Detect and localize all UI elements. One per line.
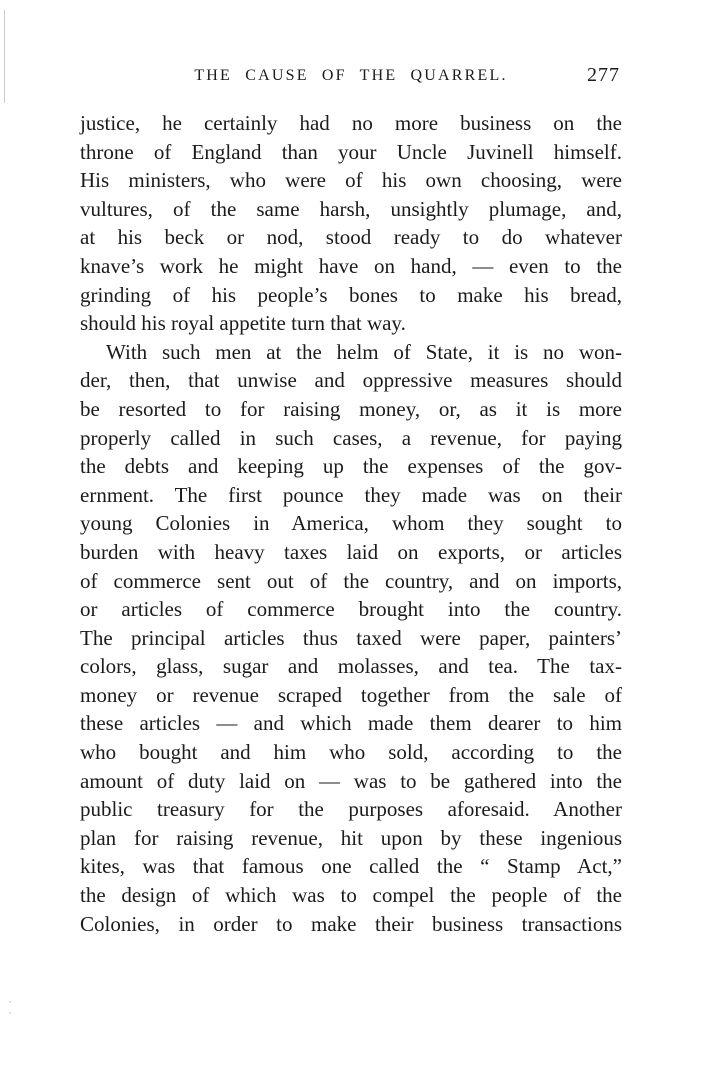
text-line: justice, he certainly had no more business on the — [80, 111, 622, 135]
text-line: The principal articles thus taxed were paper, painters’ — [80, 625, 622, 650]
text-line: burden with heavy taxes laid on exports, or articles — [80, 539, 622, 564]
text-line: young Colonies in America, whom they sought to — [80, 511, 622, 536]
text-line: the debts and keeping up the expenses of the gov- — [80, 454, 622, 479]
text-line: His ministers, who were of his own choosing, were — [80, 168, 622, 193]
text-line: of commerce sent out of the country, and on imports, — [80, 568, 622, 593]
text-line: these articles — and which made them dearer to him — [80, 711, 622, 736]
text-line: der, then, that unwise and oppressive measures should — [80, 368, 622, 393]
text-line: amount of duty laid on — was to be gathered into the — [80, 768, 622, 793]
text-line: colors, glass, sugar and molasses, and tea. The tax- — [80, 654, 622, 679]
running-title: THE CAUSE OF THE QUARREL. — [194, 67, 508, 84]
text-line: ernment. The first pounce they made was on their — [80, 482, 622, 507]
paragraph — [80, 109, 622, 338]
page-header — [80, 64, 622, 90]
scan-speck — [9, 1001, 11, 1003]
text-line: the design of which was to compel the people of the — [80, 883, 622, 908]
text-line: properly called in such cases, a revenue, for paying — [80, 425, 622, 450]
scan-speck — [9, 1012, 11, 1014]
text-line: vultures, of the same harsh, unsightly plumage, and, — [80, 196, 622, 221]
text-line: public treasury for the purposes aforesaid. Another — [80, 797, 622, 822]
page-number: 277 — [587, 64, 620, 86]
text-line: money or revenue scraped together from the sale of — [80, 682, 622, 707]
text-line: plan for raising revenue, hit upon by these ingenious — [80, 825, 622, 850]
text-line: at his beck or nod, stood ready to do whatever — [80, 225, 622, 250]
text-line: Colonies, in order to make their business transactions — [80, 911, 622, 936]
text-line: should his royal appetite turn that way. — [80, 311, 406, 336]
text-line: be resorted to for raising money, or, as it is more — [80, 396, 622, 421]
text-line: kites, was that famous one called the “ Stamp Act,” — [80, 854, 622, 879]
text-line: who bought and him who sold, according to the — [80, 740, 622, 765]
body-text — [80, 109, 622, 938]
text-line: knave’s work he might have on hand, — even to the — [80, 253, 622, 278]
paragraph — [80, 338, 622, 938]
text-line: throne of England than your Uncle Juvinell himself. — [80, 139, 622, 164]
text-line: With such men at the helm of State, it is no won- — [106, 339, 622, 364]
text-line: or articles of commerce brought into the country. — [80, 597, 622, 622]
scan-artifact-line — [4, 10, 5, 103]
text-line: grinding of his people’s bones to make his bread, — [80, 282, 622, 307]
